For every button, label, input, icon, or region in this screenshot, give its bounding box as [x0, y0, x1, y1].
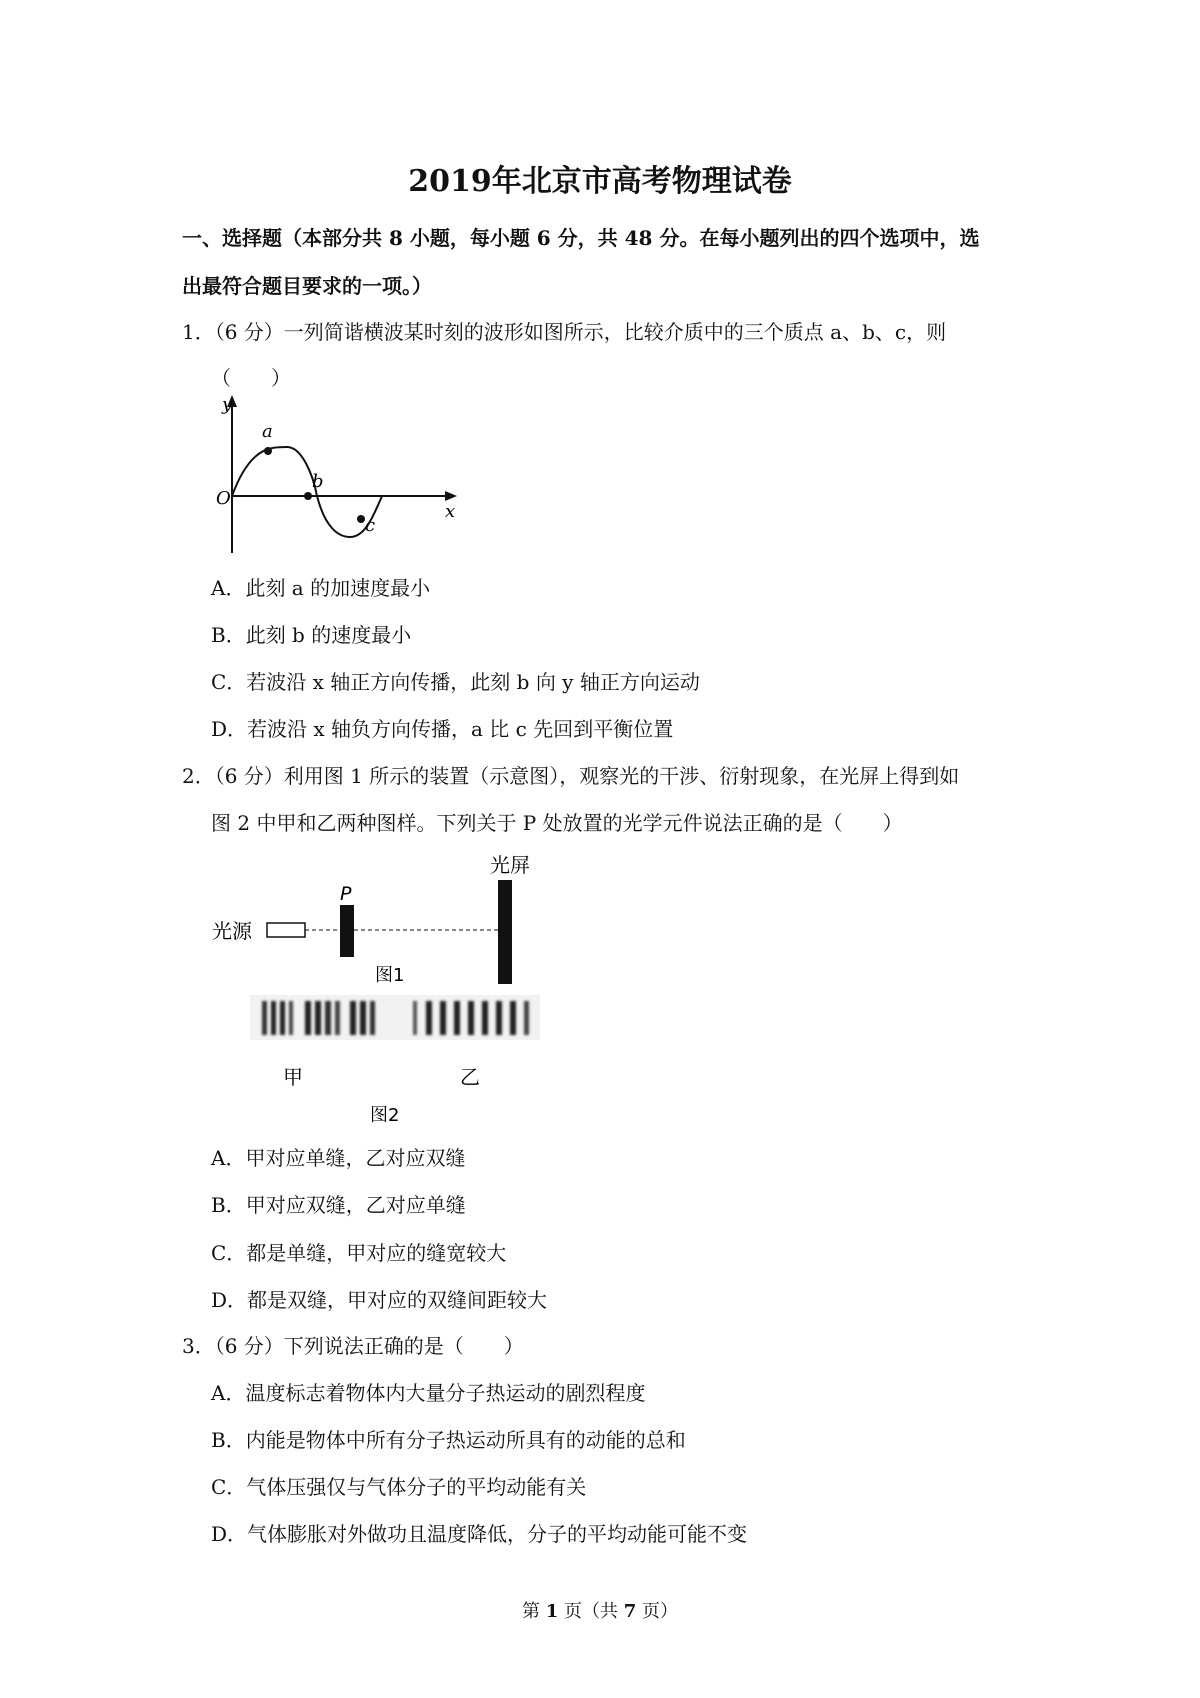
footer-page-number: 1	[545, 1601, 559, 1622]
point-a-label: a	[262, 421, 273, 442]
point-b	[304, 492, 312, 500]
light-source-box	[267, 923, 305, 937]
question-3-stem: 3．（6 分）下列说法正确的是（ ）	[182, 1334, 524, 1358]
figure-1-caption: 图1	[375, 965, 405, 986]
footer-suffix: 页）	[636, 1601, 678, 1622]
question-2-option-a: A．甲对应单缝，乙对应双缝	[211, 1146, 466, 1170]
x-axis-arrow	[445, 491, 457, 501]
light-screen	[498, 880, 512, 984]
question-1-stem: 1．（6 分）一列简谐横波某时刻的波形如图所示，比较介质中的三个质点 a、b、c，则	[182, 320, 947, 344]
page-title: 2019年北京市高考物理试卷	[408, 164, 792, 199]
question-1-option-a: A．此刻 a 的加速度最小	[211, 576, 431, 600]
point-b-label: b	[312, 471, 324, 492]
element-p-label: P	[340, 883, 352, 905]
section-heading-line-1: 一、选择题（本部分共 8 小题，每小题 6 分，共 48 分。在每小题列出的四个选项中，选	[182, 226, 980, 250]
figure-2-caption: 图2	[370, 1105, 400, 1125]
point-a	[264, 447, 272, 455]
question-2-option-b: B．甲对应双缝，乙对应单缝	[211, 1193, 466, 1217]
section-heading-line-2: 出最符合题目要求的一项。）	[182, 274, 432, 298]
question-1-option-c: C．若波沿 x 轴正方向传播，此刻 b 向 y 轴正方向运动	[211, 670, 700, 694]
pattern-yi-label: 乙	[460, 1065, 480, 1089]
question-3-option-c: C．气体压强仅与气体分子的平均动能有关	[211, 1475, 587, 1499]
light-source-label: 光源	[212, 919, 252, 943]
wave-curve	[232, 447, 382, 537]
pattern-figure-2	[250, 995, 550, 1125]
question-3-option-a: A．温度标志着物体内大量分子热运动的剧烈程度	[211, 1381, 646, 1405]
screen-label: 光屏	[490, 853, 530, 877]
footer-middle: 页（共	[558, 1601, 624, 1622]
footer-prefix: 第	[522, 1601, 546, 1622]
origin-label: O	[216, 488, 231, 509]
question-3-option-b: B．内能是物体中所有分子热运动所具有的动能的总和	[211, 1428, 686, 1452]
question-1-option-d: D．若波沿 x 轴负方向传播，a 比 c 先回到平衡位置	[211, 717, 674, 741]
question-2-stem-cont: 图 2 中甲和乙两种图样。下列关于 P 处放置的光学元件说法正确的是（ ）	[211, 811, 903, 835]
question-1-stem-blank: （ ）	[211, 366, 291, 390]
point-c-label: c	[365, 515, 376, 536]
pattern-yi	[413, 1001, 529, 1035]
point-c	[357, 515, 365, 523]
question-2-option-c: C．都是单缝，甲对应的缝宽较大	[211, 1241, 507, 1265]
page-footer	[0, 1597, 1200, 1623]
x-axis-label: x	[445, 501, 456, 522]
wave-figure	[205, 395, 465, 560]
pattern-jia-label: 甲	[283, 1065, 303, 1089]
question-3-option-d: D．气体膨胀对外做功且温度降低，分子的平均动能可能不变	[211, 1522, 748, 1546]
question-1-option-b: B．此刻 b 的速度最小	[211, 623, 412, 647]
apparatus-figure-1	[210, 850, 540, 990]
question-2-stem: 2．（6 分）利用图 1 所示的装置（示意图），观察光的干涉、衍射现象，在光屏上得到如	[182, 764, 960, 788]
question-2-option-d: D．都是双缝，甲对应的双缝间距较大	[211, 1288, 548, 1312]
footer-total-pages: 7	[623, 1601, 637, 1622]
y-axis-label: y	[222, 395, 233, 415]
optical-element-p	[340, 905, 354, 957]
